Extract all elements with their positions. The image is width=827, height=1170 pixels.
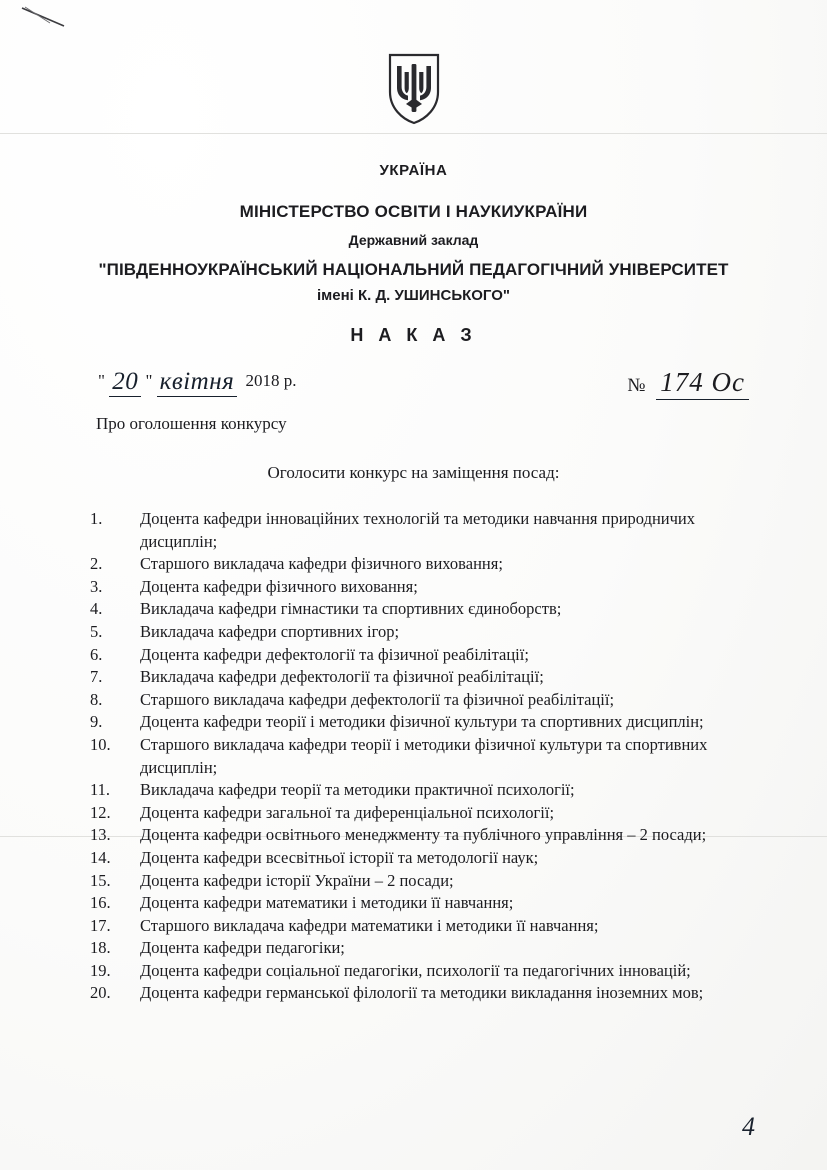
header-country: УКРАЇНА bbox=[379, 162, 448, 179]
date-month-handwritten: квітня bbox=[157, 368, 238, 397]
positions-list bbox=[82, 508, 722, 1005]
date-day-handwritten: 20 bbox=[109, 368, 141, 397]
header-ministry: МІНІСТЕРСТВО ОСВІТИ І НАУКИУКРАЇНИ bbox=[239, 202, 588, 221]
ukraine-trident-coat-of-arms-icon bbox=[386, 52, 442, 126]
list-item-text: Доцента кафедри педагогіки; bbox=[140, 938, 345, 958]
list-item bbox=[82, 960, 722, 983]
list-item-text: Доцента кафедри соціальної педагогіки, психології та педагогічних інновацій; bbox=[140, 960, 691, 980]
list-item-text: Доцента кафедри математики і методики її навчання; bbox=[140, 893, 514, 913]
document-number bbox=[627, 367, 749, 398]
list-item bbox=[82, 824, 722, 847]
document-meta-row bbox=[0, 365, 827, 405]
date-year: 2018 р. bbox=[245, 371, 297, 390]
list-item-text: Старшого викладача кафедри математики і методики її навчання; bbox=[140, 915, 599, 935]
list-item-text: Доцента кафедри історії України – 2 посади; bbox=[140, 870, 454, 890]
list-item bbox=[82, 621, 722, 644]
list-item-number: 8. bbox=[90, 689, 103, 709]
document-intro: Оголосити конкурс на заміщення посад: bbox=[267, 463, 560, 482]
number-label: № bbox=[627, 375, 646, 396]
document-date bbox=[98, 365, 296, 393]
list-item-number: 19. bbox=[90, 960, 111, 980]
scan-artifact-mark bbox=[20, 6, 66, 28]
list-item-number: 4. bbox=[90, 599, 103, 619]
list-item bbox=[82, 779, 722, 802]
list-item-text: Доцента кафедри освітнього менеджменту та публічного управління – 2 посади; bbox=[140, 825, 707, 845]
list-item bbox=[82, 982, 722, 1005]
header-university-line1: "ПІВДЕННОУКРАЇНСЬКИЙ НАЦІОНАЛЬНИЙ ПЕДАГОГІЧНИЙ УНІВЕРСИТЕТ bbox=[98, 260, 729, 279]
list-item bbox=[82, 915, 722, 938]
list-item bbox=[82, 711, 722, 734]
list-item-number: 2. bbox=[90, 554, 103, 574]
list-item-number: 9. bbox=[90, 712, 103, 732]
list-item-text: Доцента кафедри теорії і методики фізичної культури та спортивних дисциплін; bbox=[140, 712, 704, 732]
header-university-line2: імені К. Д. УШИНСЬКОГО" bbox=[316, 287, 511, 304]
list-item bbox=[82, 802, 722, 825]
list-item-text: Старшого викладача кафедри теорії і методики фізичної культури та спортивних дисциплін; bbox=[140, 734, 708, 777]
list-item bbox=[82, 598, 722, 621]
list-item-number: 18. bbox=[90, 938, 111, 958]
list-item-text: Доцента кафедри інноваційних технологій та методики навчання природничих дисциплін; bbox=[140, 509, 695, 551]
document-subject: Про оголошення конкурсу bbox=[96, 414, 287, 433]
list-item-number: 6. bbox=[90, 644, 103, 664]
list-item-number: 14. bbox=[90, 847, 111, 867]
list-item-number: 3. bbox=[90, 576, 103, 596]
list-item-text: Старшого викладача кафедри дефектології та фізичної реабілітації; bbox=[140, 689, 615, 709]
list-item-number: 11. bbox=[90, 780, 111, 800]
header-establishment: Державний заклад bbox=[348, 232, 479, 248]
list-item-text: Доцента кафедри германської філології та методики викладання іноземних мов; bbox=[140, 983, 704, 1003]
list-item-number: 20. bbox=[90, 983, 111, 1003]
list-item bbox=[82, 576, 722, 599]
list-item bbox=[82, 689, 722, 712]
list-item-number: 5. bbox=[90, 621, 103, 641]
list-item bbox=[82, 892, 722, 915]
date-quote-close: " bbox=[145, 371, 153, 390]
list-item-number: 15. bbox=[90, 870, 111, 890]
list-item-text: Доцента кафедри дефектології та фізичної реабілітації; bbox=[140, 644, 529, 664]
list-item bbox=[82, 508, 722, 553]
page-number: 4 bbox=[742, 1112, 755, 1141]
list-item-text: Викладача кафедри дефектології та фізичної реабілітації; bbox=[140, 667, 544, 687]
list-item-number: 10. bbox=[90, 734, 111, 754]
list-item-text: Доцента кафедри загальної та диференціальної психології; bbox=[140, 802, 555, 822]
list-item-text: Викладача кафедри теорії та методики практичної психології; bbox=[140, 780, 575, 800]
list-item bbox=[82, 734, 722, 779]
emblem-container bbox=[0, 52, 827, 131]
list-item-number: 1. bbox=[90, 509, 103, 528]
list-item-number: 13. bbox=[90, 825, 111, 845]
list-item-text: Доцента кафедри всесвітньої історії та методології наук; bbox=[140, 847, 539, 867]
list-item-text: Викладача кафедри гімнастики та спортивних єдиноборств; bbox=[140, 599, 562, 619]
document-header bbox=[0, 162, 827, 346]
list-item-number: 16. bbox=[90, 893, 111, 913]
list-item bbox=[82, 553, 722, 576]
list-item bbox=[82, 666, 722, 689]
list-item bbox=[82, 644, 722, 667]
list-item-text: Доцента кафедри фізичного виховання; bbox=[140, 576, 418, 596]
header-document-type: Н А К А З bbox=[350, 325, 477, 345]
list-item bbox=[82, 870, 722, 893]
list-item-text: Викладача кафедри спортивних ігор; bbox=[140, 621, 400, 641]
number-value-handwritten: 174 Ос bbox=[656, 367, 749, 400]
fold-line-top bbox=[0, 133, 827, 134]
list-item-number: 12. bbox=[90, 802, 111, 822]
date-quote-open: " bbox=[98, 371, 105, 390]
list-item-text: Старшого викладача кафедри фізичного виховання; bbox=[140, 554, 503, 574]
list-item-number: 7. bbox=[90, 667, 103, 687]
list-item-number: 17. bbox=[90, 915, 111, 935]
list-item bbox=[82, 847, 722, 870]
list-item bbox=[82, 937, 722, 960]
